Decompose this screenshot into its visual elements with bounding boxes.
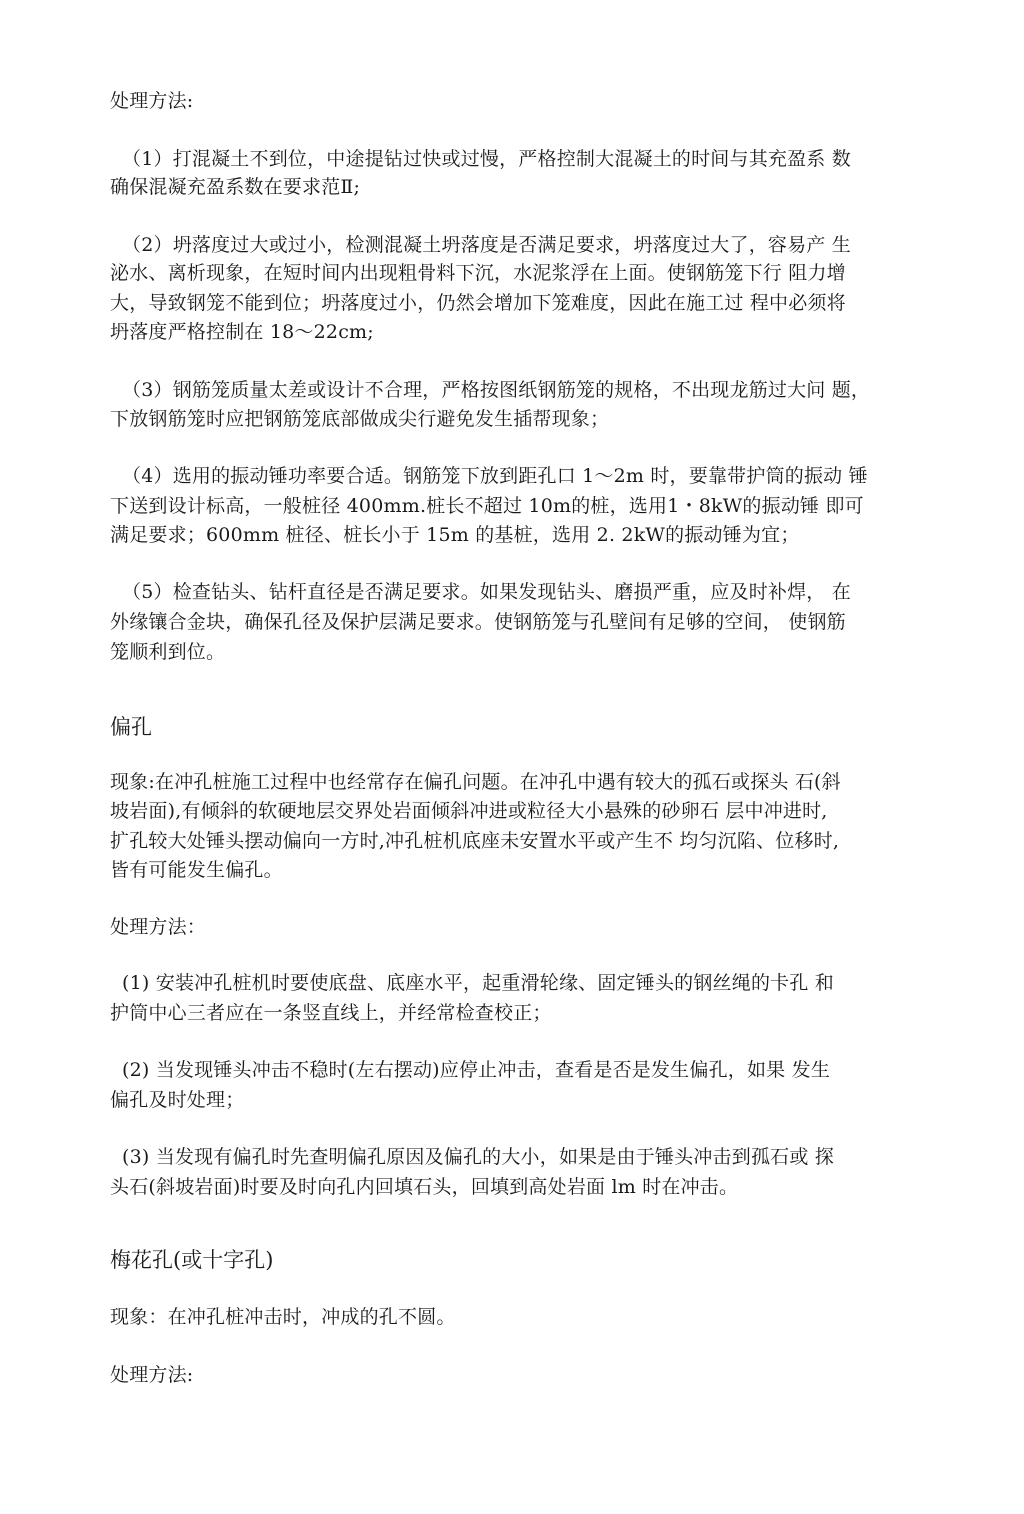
paragraph-line: 下放钢筋笼时应把钢筋笼底部做成尖行避免发生插帮现象； xyxy=(110,408,610,430)
paragraph-line: 坡岩面),有倾斜的软硬地层交界处岩面倾斜冲进或粒径大小悬殊的砂卵石 层中冲进时, xyxy=(110,800,828,822)
section-heading: 梅花孔(或十字孔) xyxy=(110,1248,274,1272)
paragraph-line: （2）坍落度过大或过小，检测混凝土坍落度是否满足要求，坍落度过大了，容易产 生 xyxy=(122,234,851,256)
paragraph-line: 偏孔及时处理； xyxy=(110,1089,245,1111)
paragraph-line: 头石(斜坡岩面)时要及时向孔内回填石头，回填到高处岩面 lm 时在冲击。 xyxy=(110,1176,739,1198)
paragraph-line: 外缘镶合金块，确保孔径及保护层满足要求。使钢筋笼与孔壁间有足够的空间， 使钢筋 xyxy=(110,611,846,633)
paragraph-line: （5）检查钻头、钻杆直径是否满足要求。如果发现钻头、磨损严重，应及时补焊， 在 xyxy=(122,581,851,603)
paragraph-line: 泌水、离析现象，在短时间内出现粗骨料下沉，水泥浆浮在上面。使钢筋笼下行 阻力增 xyxy=(110,262,846,284)
paragraph-line: (2) 当发现锤头冲击不稳时(左右摆动)应停止冲击，查看是否是发生偏孔，如果 发生 xyxy=(122,1059,831,1081)
paragraph-line: 皆有可能发生偏孔。 xyxy=(110,859,283,881)
paragraph-line: 笼顺利到位。 xyxy=(110,641,226,663)
paragraph-line: 确保混凝充盈系数在要求范Ⅱ; xyxy=(110,176,361,198)
paragraph-line: (1) 安装冲孔桩机时要使底盘、底座水平，起重滑轮缘、固定锤头的钢丝绳的卡孔 和 xyxy=(122,972,834,994)
paragraph-line: 大，导致钢笼不能到位；坍落度过小，仍然会增加下笼难度，因此在施工过 程中必须将 xyxy=(110,292,846,314)
paragraph-line: 下送到设计标高，一般桩径 400mm.桩长不超过 10m的桩，选用1・8kW的振动锤 即可 xyxy=(110,495,864,517)
phenomenon-paragraph: 现象：在冲孔桩冲击时，冲成的孔不圆。 xyxy=(110,1306,456,1328)
paragraph-line: 满足要求；600mm 桩径、桩长小于 15m 的基桩，选用 2. 2kW的振动锤为宜； xyxy=(110,524,800,546)
paragraph-line: 扩孔较大处锤头摆动偏向一方时,冲孔桩机底座未安置水平或产生不 均匀沉陷、位移时, xyxy=(110,830,840,852)
paragraph-line: （3）钢筋笼质量太差或设计不合理，严格按图纸钢筋笼的规格，不出现龙筋过大问 题， xyxy=(122,379,871,401)
section-heading: 偏孔 xyxy=(110,715,152,739)
method-label: 处理方法： xyxy=(110,916,207,938)
method-label: 处理方法: xyxy=(110,90,194,112)
paragraph-line: （1）打混凝土不到位，中途提钻过快或过慢，严格控制大混凝土的时间与其充盈系 数 xyxy=(122,148,851,170)
paragraph-line: 现象:在冲孔桩施工过程中也经常存在偏孔问题。在冲孔中遇有较大的孤石或探头 石(斜 xyxy=(110,771,841,793)
method-label: 处理方法: xyxy=(110,1364,194,1386)
paragraph-line: (3) 当发现有偏孔时先查明偏孔原因及偏孔的大小，如果是由于锤头冲击到孤石或 探 xyxy=(122,1146,834,1168)
paragraph-line: （4）选用的振动锤功率要合适。钢筋笼下放到距孔口 1～2m 时，要靠带护筒的振动 锤 xyxy=(122,465,868,487)
paragraph-line: 护筒中心三者应在一条竖直线上，并经常检查校正； xyxy=(110,1002,552,1024)
paragraph-line: 坍落度严格控制在 18～22cm; xyxy=(110,321,374,343)
